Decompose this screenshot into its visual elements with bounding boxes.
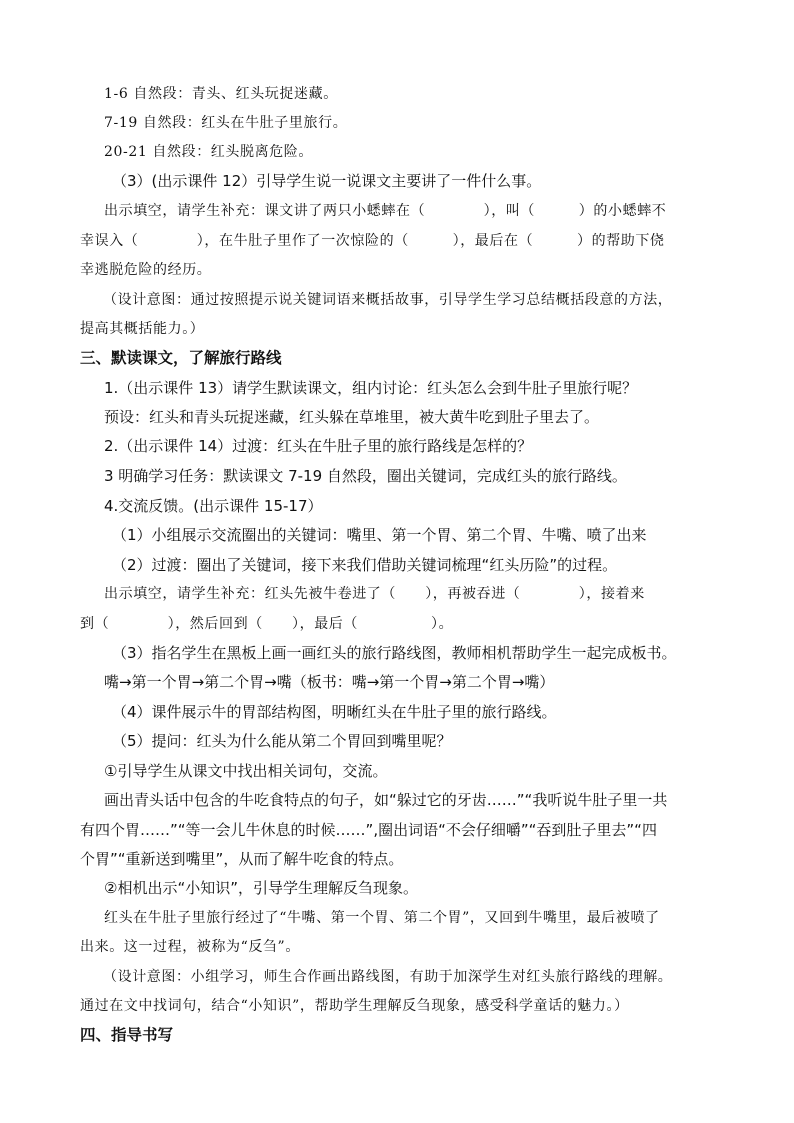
sub-item-2-transition: （2）过渡：圈出了关键词，接下来我们借助关键词梳理“红头历险”的过程。 bbox=[112, 556, 618, 574]
text-excerpt-line-3: 个胃”“重新送到嘴里”，从而了解牛吃食的特点。 bbox=[80, 850, 404, 868]
knowledge-box-line-2: 出来。这一过程，被称为“反刍”。 bbox=[80, 939, 300, 955]
design-intent-1-line-2: 提高其概括能力。） bbox=[80, 321, 205, 337]
paragraph-summary-7-19: 7-19 自然段：红头在牛肚子里旅行。 bbox=[104, 115, 348, 131]
section-heading-4: 四、指导书写 bbox=[80, 1026, 174, 1044]
text-excerpt-line-2: 有四个胃……”“等一会儿牛休息的时候……”,圈出词语“不会仔细嚼”“吞到肚子里去”“四 bbox=[80, 821, 657, 839]
step-circled-1: ①引导学生从课文中找出相关词句，交流。 bbox=[104, 762, 388, 780]
design-intent-1-line-1: （设计意图：通过按照提示说关键词语来概括故事，引导学生学习总结概括段意的方法， bbox=[103, 292, 673, 308]
sub-item-1-keywords: （1）小组展示交流圈出的关键词：嘴里、第一个胃、第二个胃、牛嘴、喷了出来 bbox=[112, 526, 647, 544]
paragraph-summary-1-6: 1-6 自然段：青头、红头玩捉迷藏。 bbox=[104, 86, 338, 102]
item-4-feedback: 4.交流反馈。(出示课件 15-17） bbox=[104, 497, 323, 515]
fill-blank-story-line-1: 出示填空，请学生补充：课文讲了两只小蟋蟀在（ ），叫（ ）的小蟋蟀不 bbox=[104, 203, 667, 219]
knowledge-box-line-1: 红头在牛肚子里旅行经过了“牛嘴、第一个胃、第二个胃”，又回到牛嘴里，最后被喷了 bbox=[104, 910, 660, 926]
paragraph-summary-20-21: 20-21 自然段：红头脱离危险。 bbox=[104, 144, 314, 160]
text-excerpt-line-1: 画出青头话中包含的牛吃食特点的句子，如“躲过它的牙齿……”“我听说牛肚子里一共 bbox=[104, 791, 668, 809]
item-1-discussion: 1.（出示课件 13）请学生默读课文，组内讨论：红头怎么会到牛肚子里旅行呢？ bbox=[104, 379, 638, 397]
route-board-writing: 嘴→第一个胃→第二个胃→嘴（板书：嘴→第一个胃→第二个胃→嘴） bbox=[104, 673, 555, 691]
item-preset-answer: 预设：红头和青头玩捉迷藏，红头躲在草堆里，被大黄牛吃到肚子里去了。 bbox=[104, 408, 600, 426]
step-3-main-idea: （3）(出示课件 12）引导学生说一说课文主要讲了一件什么事。 bbox=[112, 172, 542, 190]
sub-item-5-question: （5）提问：红头为什么能从第二个胃回到嘴里呢？ bbox=[112, 732, 452, 750]
fill-blank-route-line-1: 出示填空，请学生补充：红头先被牛卷进了（ ），再被吞进（ ），接着来 bbox=[104, 586, 645, 602]
sub-item-3-drawing: （3）指名学生在黑板上画一画红头的旅行路线图，教师相机帮助学生一起完成板书。 bbox=[112, 644, 677, 662]
fill-blank-story-line-2: 幸误入（ ），在牛肚子里作了一次惊险的（ ），最后在（ ）的帮助下侥 bbox=[80, 233, 665, 249]
sub-item-4-stomach-diagram: （4）课件展示牛的胃部结构图，明晰红头在牛肚子里的旅行路线。 bbox=[112, 703, 557, 721]
design-intent-2-line-1: （设计意图：小组学习，师生合作画出路线图，有助于加深学生对红头旅行路线的理解。 bbox=[103, 969, 673, 985]
fill-blank-story-line-3: 幸逃脱危险的经历。 bbox=[80, 262, 212, 278]
fill-blank-route-line-2: 到（ ），然后回到（ ），最后（ ）。 bbox=[80, 616, 454, 632]
design-intent-2-line-2: 通过在文中找词句，结合“小知识”，帮助学生理解反刍现象，感受科学童话的魅力。） bbox=[80, 998, 629, 1014]
item-3-task: 3 明确学习任务：默读课文 7-19 自然段，圈出关键词，完成红头的旅行路线。 bbox=[104, 467, 627, 485]
section-heading-3: 三、默读课文，了解旅行路线 bbox=[80, 349, 282, 367]
step-circled-2: ②相机出示“小知识”，引导学生理解反刍现象。 bbox=[104, 879, 418, 897]
item-2-transition: 2.（出示课件 14）过渡：红头在牛肚子里的旅行路线是怎样的？ bbox=[104, 437, 533, 455]
